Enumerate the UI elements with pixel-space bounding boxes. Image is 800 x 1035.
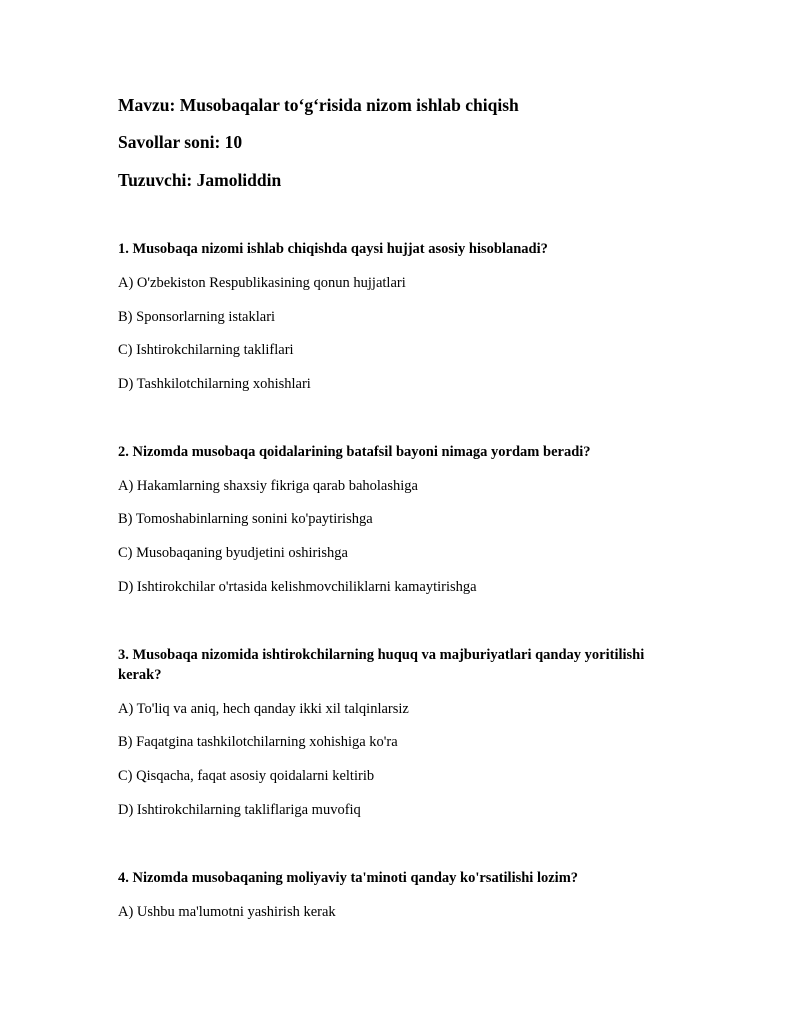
topic-heading: Mavzu: Musobaqalar to‘g‘risida nizom ishlab chiqish <box>118 95 519 115</box>
question-2-option-a: A) Hakamlarning shaxsiy fikriga qarab baholashiga <box>118 478 418 494</box>
question-3-option-a: A) To'liq va aniq, hech qanday ikki xil talqinlarsiz <box>118 701 409 717</box>
question-2-option-b: B) Tomoshabinlarning sonini ko'paytirishga <box>118 511 373 527</box>
question-3: 3. Musobaqa nizomida ishtirokchilarning huquq va majburiyatlari qanday yoritilishi kerak? <box>118 647 645 683</box>
question-2-option-d: D) Ishtirokchilar o'rtasida kelishmovchiliklarni kamaytirishga <box>118 579 477 595</box>
question-count-heading: Savollar soni: 10 <box>118 132 243 152</box>
question-3-option-c: C) Qisqacha, faqat asosiy qoidalarni keltirib <box>118 768 375 784</box>
question-1-option-d: D) Tashkilotchilarning xohishlari <box>118 376 311 392</box>
question-1-option-a: A) O'zbekiston Respublikasining qonun hujjatlari <box>118 275 406 291</box>
question-1: 1. Musobaqa nizomi ishlab chiqishda qaysi hujjat asosiy hisoblanadi? <box>118 241 548 257</box>
author-heading: Tuzuvchi: Jamoliddin <box>118 170 282 190</box>
question-3-option-b: B) Faqatgina tashkilotchilarning xohishiga ko'ra <box>118 734 398 750</box>
question-4-option-a: A) Ushbu ma'lumotni yashirish kerak <box>118 904 336 920</box>
question-1-option-b: B) Sponsorlarning istaklari <box>118 309 276 325</box>
question-1-option-c: C) Ishtirokchilarning takliflari <box>118 342 294 358</box>
question-2: 2. Nizomda musobaqa qoidalarining batafsil bayoni nimaga yordam beradi? <box>118 444 591 460</box>
question-2-option-c: C) Musobaqaning byudjetini oshirishga <box>118 545 348 561</box>
question-3-option-d: D) Ishtirokchilarning takliflariga muvofiq <box>118 802 361 818</box>
question-4: 4. Nizomda musobaqaning moliyaviy ta'minoti qanday ko'rsatilishi lozim? <box>118 870 579 886</box>
